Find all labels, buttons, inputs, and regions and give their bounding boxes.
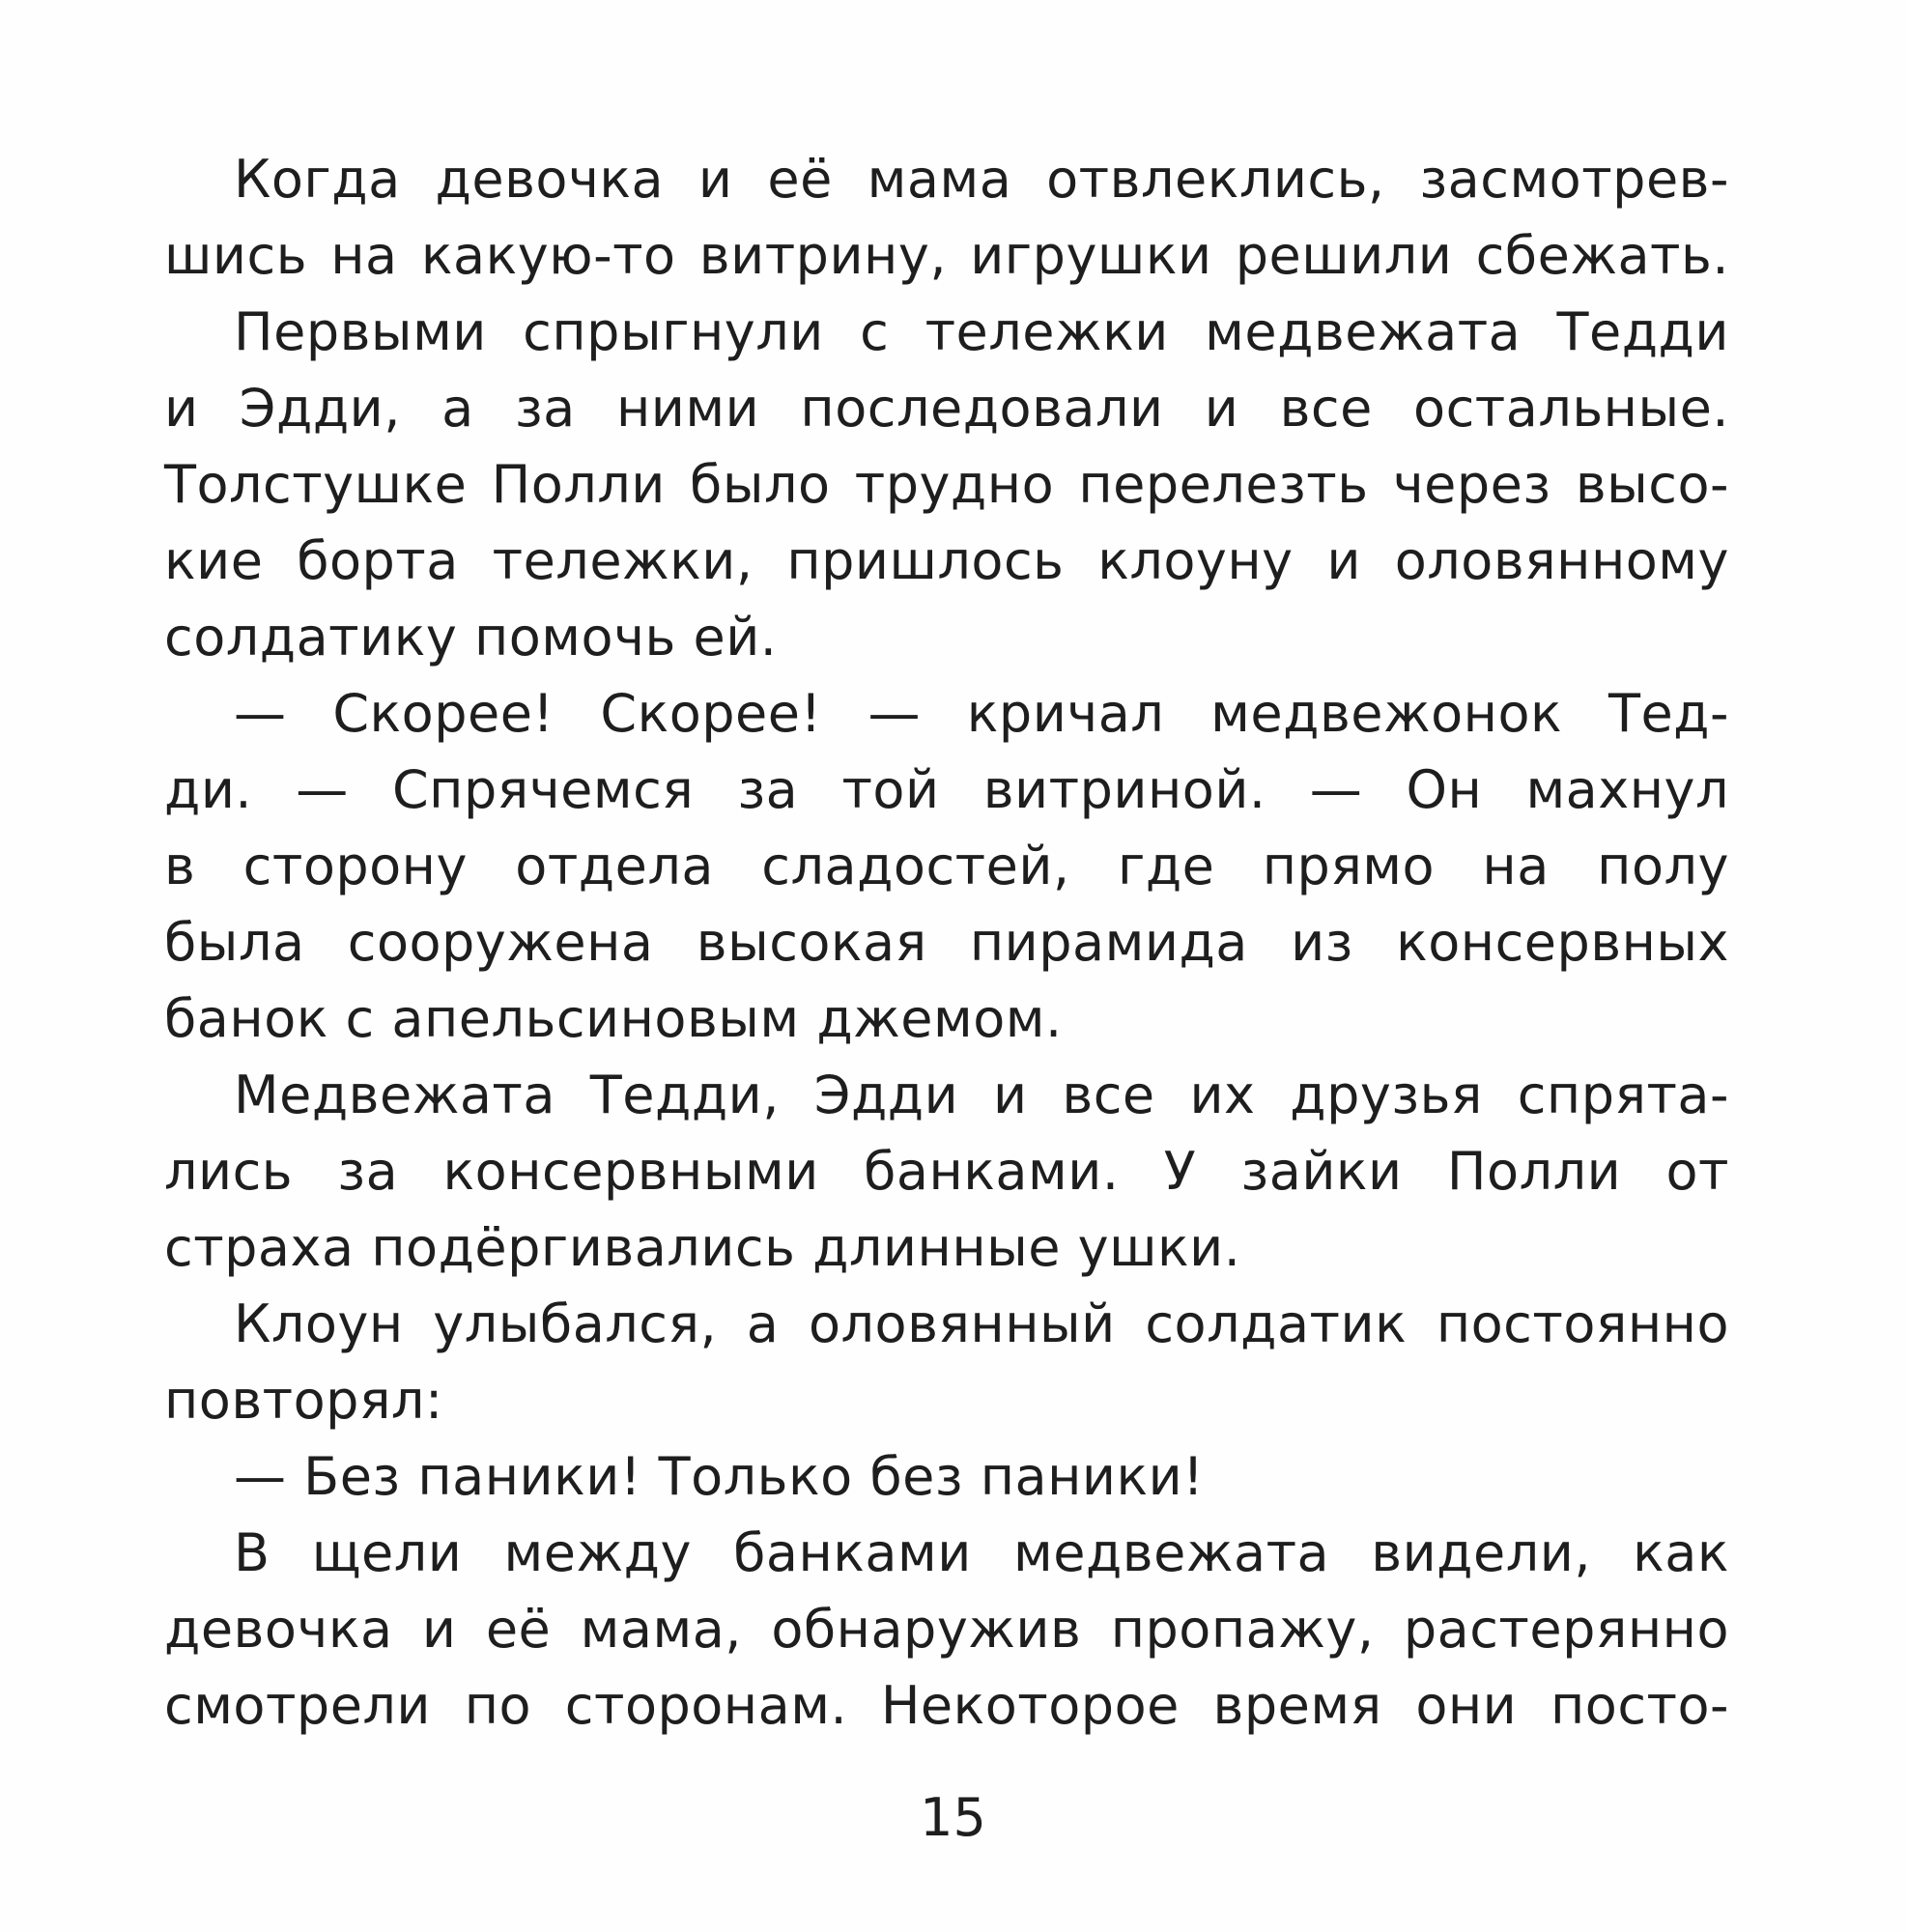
page-number: 15 [920,1787,986,1848]
page-text [164,141,1729,1744]
text-line: Клоун улыбался, а оловянный солдатик постоянно [234,1293,1729,1354]
text-line: — Скорее! Скорее! — кричал медвежонок Тед- [234,683,1729,744]
text-line: банок с апельсиновым джемом. [164,988,1063,1049]
text-line: — Без паники! Только без паники! [234,1446,1205,1507]
text-line: ди. — Спрячемся за той витриной. — Он махнул [164,759,1729,820]
text-line: лись за консервными банками. У зайки Полли от [164,1141,1729,1202]
text-line: шись на какую-то витрину, игрушки решили сбежать. [164,225,1729,286]
text-line: солдатику помочь ей. [164,607,778,668]
text-line: Медвежата Тедди, Эдди и все их друзья спрята- [234,1065,1729,1125]
text-line: Когда девочка и её мама отвлеклись, засмотрев- [234,149,1729,210]
text-line: смотрели по сторонам. Некоторое время они посто- [164,1675,1729,1736]
text-line: Толстушке Полли было трудно перелезть через высо- [164,454,1729,515]
text-line: Первыми спрыгнули с тележки медвежата Тедди [234,301,1729,362]
text-line: страха подёргивались длинные ушки. [164,1217,1241,1278]
text-line: В щели между банками медвежата видели, как [234,1522,1729,1583]
text-line: была сооружена высокая пирамида из консервных [164,912,1729,973]
text-line: повторял: [164,1370,443,1431]
text-line: и Эдди, а за ними последовали и все остальные. [164,378,1729,439]
text-line: в сторону отдела сладостей, где прямо на полу [164,836,1729,896]
text-line: кие борта тележки, пришлось клоуну и оловянному [164,530,1729,591]
text-line: девочка и её мама, обнаружив пропажу, растерянно [164,1599,1729,1660]
